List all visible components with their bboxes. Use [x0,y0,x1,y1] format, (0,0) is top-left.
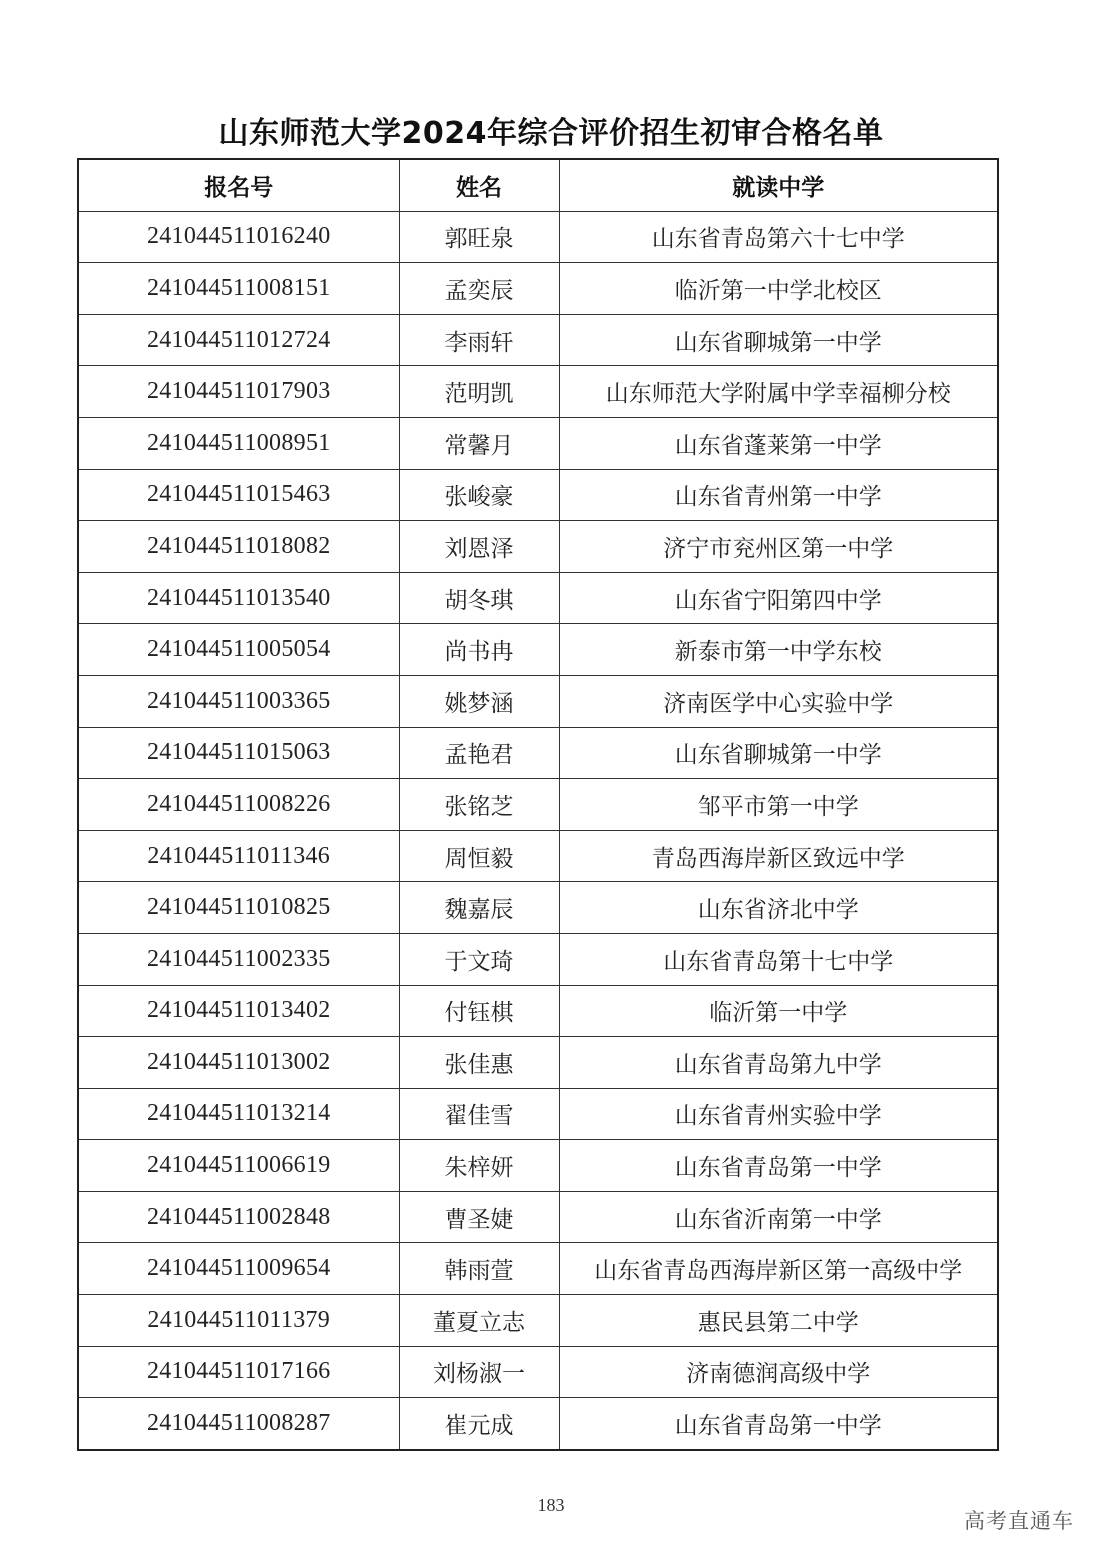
table-row [78,572,998,624]
admission-list-table [77,158,999,1451]
high-school-cell: 山东省济北中学 [559,882,998,934]
table-row [78,779,998,831]
table-row [78,211,998,263]
registration-number-cell: 241044511008287 [78,1398,399,1450]
high-school-cell: 山东省青州实验中学 [559,1088,998,1140]
high-school-cell: 山东省聊城第一中学 [559,727,998,779]
table-row [78,1037,998,1089]
table-row [78,521,998,573]
watermark: 高考直通车 [964,1509,1074,1533]
table-header-row [78,159,998,211]
student-name-cell: 张铭芝 [399,779,559,831]
student-name-cell: 付钰棋 [399,985,559,1037]
student-name-cell: 胡冬琪 [399,572,559,624]
high-school-cell: 山东省沂南第一中学 [559,1191,998,1243]
header-high-school: 就读中学 [559,159,998,211]
header-registration-number: 报名号 [78,159,399,211]
student-name-cell: 翟佳雪 [399,1088,559,1140]
registration-number-cell: 241044511011346 [78,830,399,882]
student-name-cell: 韩雨萱 [399,1243,559,1295]
table-row [78,882,998,934]
high-school-cell: 邹平市第一中学 [559,779,998,831]
high-school-cell: 山东省青岛第十七中学 [559,933,998,985]
table-row [78,933,998,985]
student-name-cell: 曹圣婕 [399,1191,559,1243]
high-school-cell: 山东省青岛第一中学 [559,1140,998,1192]
high-school-cell: 山东省青州第一中学 [559,469,998,521]
student-name-cell: 孟艳君 [399,727,559,779]
registration-number-cell: 241044511008226 [78,779,399,831]
registration-number-cell: 241044511002335 [78,933,399,985]
registration-number-cell: 241044511018082 [78,521,399,573]
student-name-cell: 姚梦涵 [399,675,559,727]
table-row [78,314,998,366]
high-school-cell: 山东省宁阳第四中学 [559,572,998,624]
registration-number-cell: 241044511003365 [78,675,399,727]
high-school-cell: 山东省青岛第六十七中学 [559,211,998,263]
table-row [78,1346,998,1398]
high-school-cell: 山东省青岛西海岸新区第一高级中学 [559,1243,998,1295]
table-row [78,624,998,676]
high-school-cell: 山东省聊城第一中学 [559,314,998,366]
student-name-cell: 范明凯 [399,366,559,418]
high-school-cell: 济宁市兖州区第一中学 [559,521,998,573]
table-row [78,1088,998,1140]
document-title: 山东师范大学2024年综合评价招生初审合格名单 [218,116,884,151]
table-row [78,830,998,882]
high-school-cell: 济南医学中心实验中学 [559,675,998,727]
student-name-cell: 魏嘉辰 [399,882,559,934]
high-school-cell: 山东师范大学附属中学幸福柳分校 [559,366,998,418]
student-name-cell: 刘杨淑一 [399,1346,559,1398]
student-name-cell: 朱梓妍 [399,1140,559,1192]
registration-number-cell: 241044511016240 [78,211,399,263]
table-row [78,1295,998,1347]
registration-number-cell: 241044511012724 [78,314,399,366]
page-number: 183 [537,1495,565,1515]
student-name-cell: 李雨轩 [399,314,559,366]
registration-number-cell: 241044511011379 [78,1295,399,1347]
registration-number-cell: 241044511008951 [78,417,399,469]
table-row [78,1243,998,1295]
student-name-cell: 常馨月 [399,417,559,469]
table-row [78,263,998,315]
table-row [78,727,998,779]
high-school-cell: 临沂第一中学北校区 [559,263,998,315]
high-school-cell: 临沂第一中学 [559,985,998,1037]
registration-number-cell: 241044511008151 [78,263,399,315]
registration-number-cell: 241044511002848 [78,1191,399,1243]
student-name-cell: 张峻豪 [399,469,559,521]
registration-number-cell: 241044511017903 [78,366,399,418]
student-name-cell: 尚书冉 [399,624,559,676]
table-row [78,1140,998,1192]
table-row [78,1191,998,1243]
registration-number-cell: 241044511013402 [78,985,399,1037]
high-school-cell: 山东省蓬莱第一中学 [559,417,998,469]
high-school-cell: 山东省青岛第九中学 [559,1037,998,1089]
high-school-cell: 济南德润高级中学 [559,1346,998,1398]
registration-number-cell: 241044511015463 [78,469,399,521]
high-school-cell: 新泰市第一中学东校 [559,624,998,676]
registration-number-cell: 241044511005054 [78,624,399,676]
student-name-cell: 于文琦 [399,933,559,985]
student-name-cell: 郭旺泉 [399,211,559,263]
table-row [78,985,998,1037]
student-name-cell: 孟奕辰 [399,263,559,315]
student-name-cell: 张佳惠 [399,1037,559,1089]
table-row [78,675,998,727]
student-name-cell: 刘恩泽 [399,521,559,573]
registration-number-cell: 241044511015063 [78,727,399,779]
registration-number-cell: 241044511013214 [78,1088,399,1140]
student-name-cell: 董夏立志 [399,1295,559,1347]
high-school-cell: 惠民县第二中学 [559,1295,998,1347]
high-school-cell: 山东省青岛第一中学 [559,1398,998,1450]
table-row [78,1398,998,1450]
registration-number-cell: 241044511017166 [78,1346,399,1398]
high-school-cell: 青岛西海岸新区致远中学 [559,830,998,882]
registration-number-cell: 241044511010825 [78,882,399,934]
registration-number-cell: 241044511009654 [78,1243,399,1295]
student-name-cell: 崔元成 [399,1398,559,1450]
table-body [78,211,998,1450]
student-name-cell: 周恒毅 [399,830,559,882]
table-row [78,417,998,469]
table-row [78,469,998,521]
registration-number-cell: 241044511013002 [78,1037,399,1089]
header-name: 姓名 [399,159,559,211]
registration-number-cell: 241044511006619 [78,1140,399,1192]
table-row [78,366,998,418]
registration-number-cell: 241044511013540 [78,572,399,624]
